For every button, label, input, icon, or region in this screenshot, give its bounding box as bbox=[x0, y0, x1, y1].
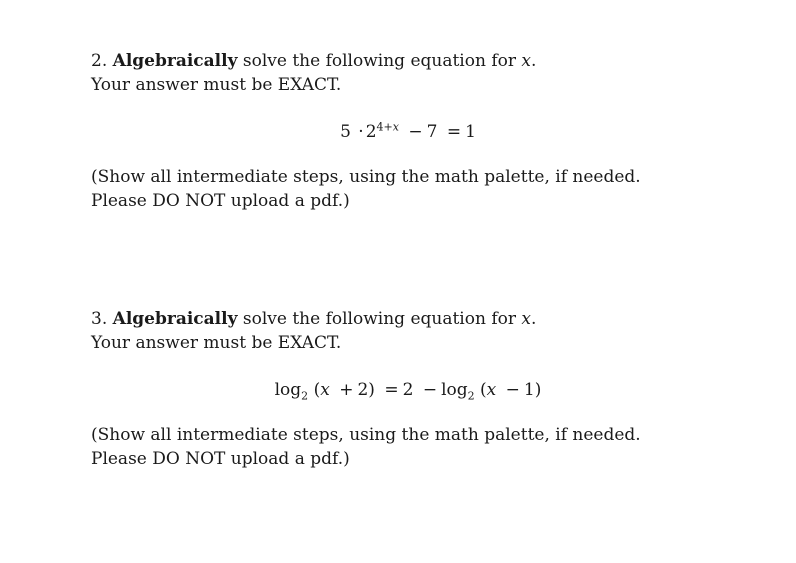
eq3-minus: − bbox=[422, 380, 438, 400]
problem-2-instructions-2: Please DO NOT upload a pdf.) bbox=[91, 191, 350, 211]
eq3-log-base: 2 bbox=[301, 389, 309, 403]
problem-3 bbox=[91, 307, 731, 471]
eq2-subtrahend: 7 bbox=[426, 122, 438, 142]
eq2-rhs: 1 bbox=[465, 122, 476, 142]
eq3-lhs-close: ) bbox=[368, 380, 375, 400]
problem-3-equation bbox=[0, 376, 796, 404]
problem-2 bbox=[91, 49, 731, 213]
eq3-rhs-close: ) bbox=[534, 380, 542, 400]
eq3-log: log bbox=[274, 380, 302, 400]
problem-2-equation bbox=[0, 118, 796, 146]
problem-3-instructions-2: Please DO NOT upload a pdf.) bbox=[91, 449, 350, 469]
eq3-rhs-inner-const: 1 bbox=[523, 380, 535, 400]
eq2-equals: = bbox=[446, 122, 462, 142]
eq3-lhs-open: ( bbox=[313, 380, 321, 400]
problem-2-requirement: Your answer must be EXACT. bbox=[91, 75, 342, 95]
problem-2-period: . bbox=[530, 51, 537, 71]
problem-3-period: . bbox=[530, 309, 537, 329]
eq2-exponent bbox=[377, 120, 399, 133]
problem-2-number: 2. bbox=[91, 51, 108, 71]
eq3-equals: = bbox=[384, 380, 399, 400]
problem-3-number: 3. bbox=[91, 309, 108, 329]
problem-2-instructions-1: (Show all intermediate steps, using the math palette, if needed. bbox=[91, 167, 641, 187]
problem-3-prompt-text: solve the following equation for bbox=[242, 309, 516, 329]
eq2-base: 2 bbox=[365, 122, 377, 142]
problem-2-prompt-text: solve the following equation for bbox=[242, 51, 516, 71]
eq3-rhs-var: x bbox=[486, 380, 497, 400]
eq3-lhs-const: 2 bbox=[357, 380, 369, 400]
eq3-rhs-log-base: 2 bbox=[467, 389, 475, 403]
eq3-rhs-const: 2 bbox=[402, 380, 414, 400]
problem-3-instructions-1: (Show all intermediate steps, using the math palette, if needed. bbox=[91, 425, 641, 445]
eq3-lhs-op: + bbox=[339, 380, 354, 400]
problem-2-variable: x bbox=[521, 51, 531, 71]
eq3-rhs-log: log bbox=[441, 380, 468, 400]
eq3-rhs-op: − bbox=[505, 380, 520, 400]
problem-2-bold-word: Algebraically bbox=[112, 51, 238, 71]
problem-3-bold-word: Algebraically bbox=[112, 309, 238, 329]
eq2-minus: − bbox=[408, 122, 423, 142]
eq3-lhs-var: x bbox=[320, 380, 330, 400]
eq2-dot: · bbox=[358, 122, 364, 142]
problem-3-prompt bbox=[91, 307, 731, 331]
eq3-rhs-open: ( bbox=[480, 380, 487, 400]
problem-3-requirement: Your answer must be EXACT. bbox=[91, 333, 342, 353]
problem-3-variable: x bbox=[521, 309, 531, 329]
problem-2-prompt bbox=[91, 49, 731, 73]
eq2-coefficient: 5 bbox=[340, 122, 351, 142]
eq2-exponent-const: 4+ bbox=[376, 120, 393, 134]
eq2-exponent-var: x bbox=[392, 120, 399, 134]
